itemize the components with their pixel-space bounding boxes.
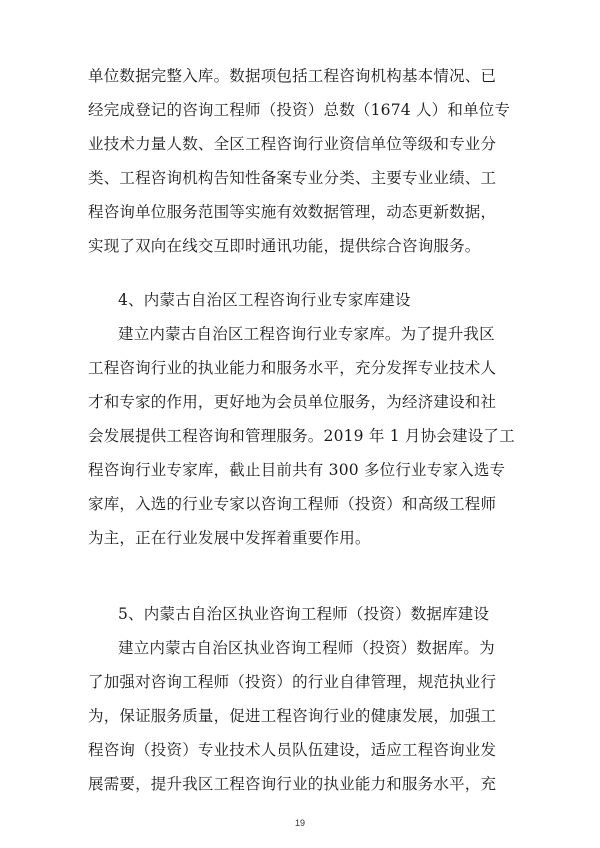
paragraph-1-line-6: 实现了双向在线交互即时通讯功能，提供综合咨询服务。 [88, 237, 481, 255]
section-4-line-4: 会发展提供工程咨询和管理服务。2019 年 1 月协会建设了工 [88, 427, 515, 445]
paragraph-1-line-3: 业技术力量人数、全区工程咨询行业资信单位等级和专业分 [88, 135, 497, 153]
paragraph-1-line-4: 类、工程咨询机构告知性备案专业分类、主要专业业绩、工 [88, 169, 497, 187]
section-4-line-5: 程咨询行业专家库，截止目前共有 300 多位行业专家入选专 [88, 461, 506, 479]
section-4-line-6: 家库，入选的行业专家以咨询工程师（投资）和高级工程师 [88, 495, 497, 513]
section-5-heading: 5、内蒙古自治区执业咨询工程师（投资）数据库建设 [118, 605, 490, 623]
paragraph-1-line-2: 经完成登记的咨询工程师（投资）总数（1674 人）和单位专 [88, 101, 511, 119]
section-4-line-7: 为主，正在行业发展中发挥着重要作用。 [88, 529, 371, 547]
section-4-line-1: 建立内蒙古自治区工程咨询行业专家库。为了提升我区 [118, 325, 495, 343]
section-4-line-3: 才和专家的作用，更好地为会员单位服务，为经济建设和社 [88, 393, 497, 411]
section-5-line-4: 程咨询（投资）专业技术人员队伍建设，适应工程咨询业发 [88, 741, 497, 759]
section-5-line-5: 展需要，提升我区工程咨询行业的执业能力和服务水平，充 [88, 775, 497, 793]
section-5-line-3: 为，保证服务质量，促进工程咨询行业的健康发展，加强工 [88, 707, 497, 725]
section-4-line-2: 工程咨询行业的执业能力和服务水平，充分发挥专业技术人 [88, 359, 497, 377]
section-5-line-2: 了加强对咨询工程师（投资）的行业自律管理，规范执业行 [88, 673, 497, 691]
paragraph-1-line-1: 单位数据完整入库。数据项包括工程咨询机构基本情况、已 [88, 67, 497, 85]
section-5-line-1: 建立内蒙古自治区执业咨询工程师（投资）数据库。为 [118, 639, 495, 657]
section-4-heading: 4、内蒙古自治区工程咨询行业专家库建设 [118, 291, 411, 309]
paragraph-1-line-5: 程咨询单位服务范围等实施有效数据管理，动态更新数据， [88, 203, 497, 221]
page-number: 19 [294, 818, 305, 828]
